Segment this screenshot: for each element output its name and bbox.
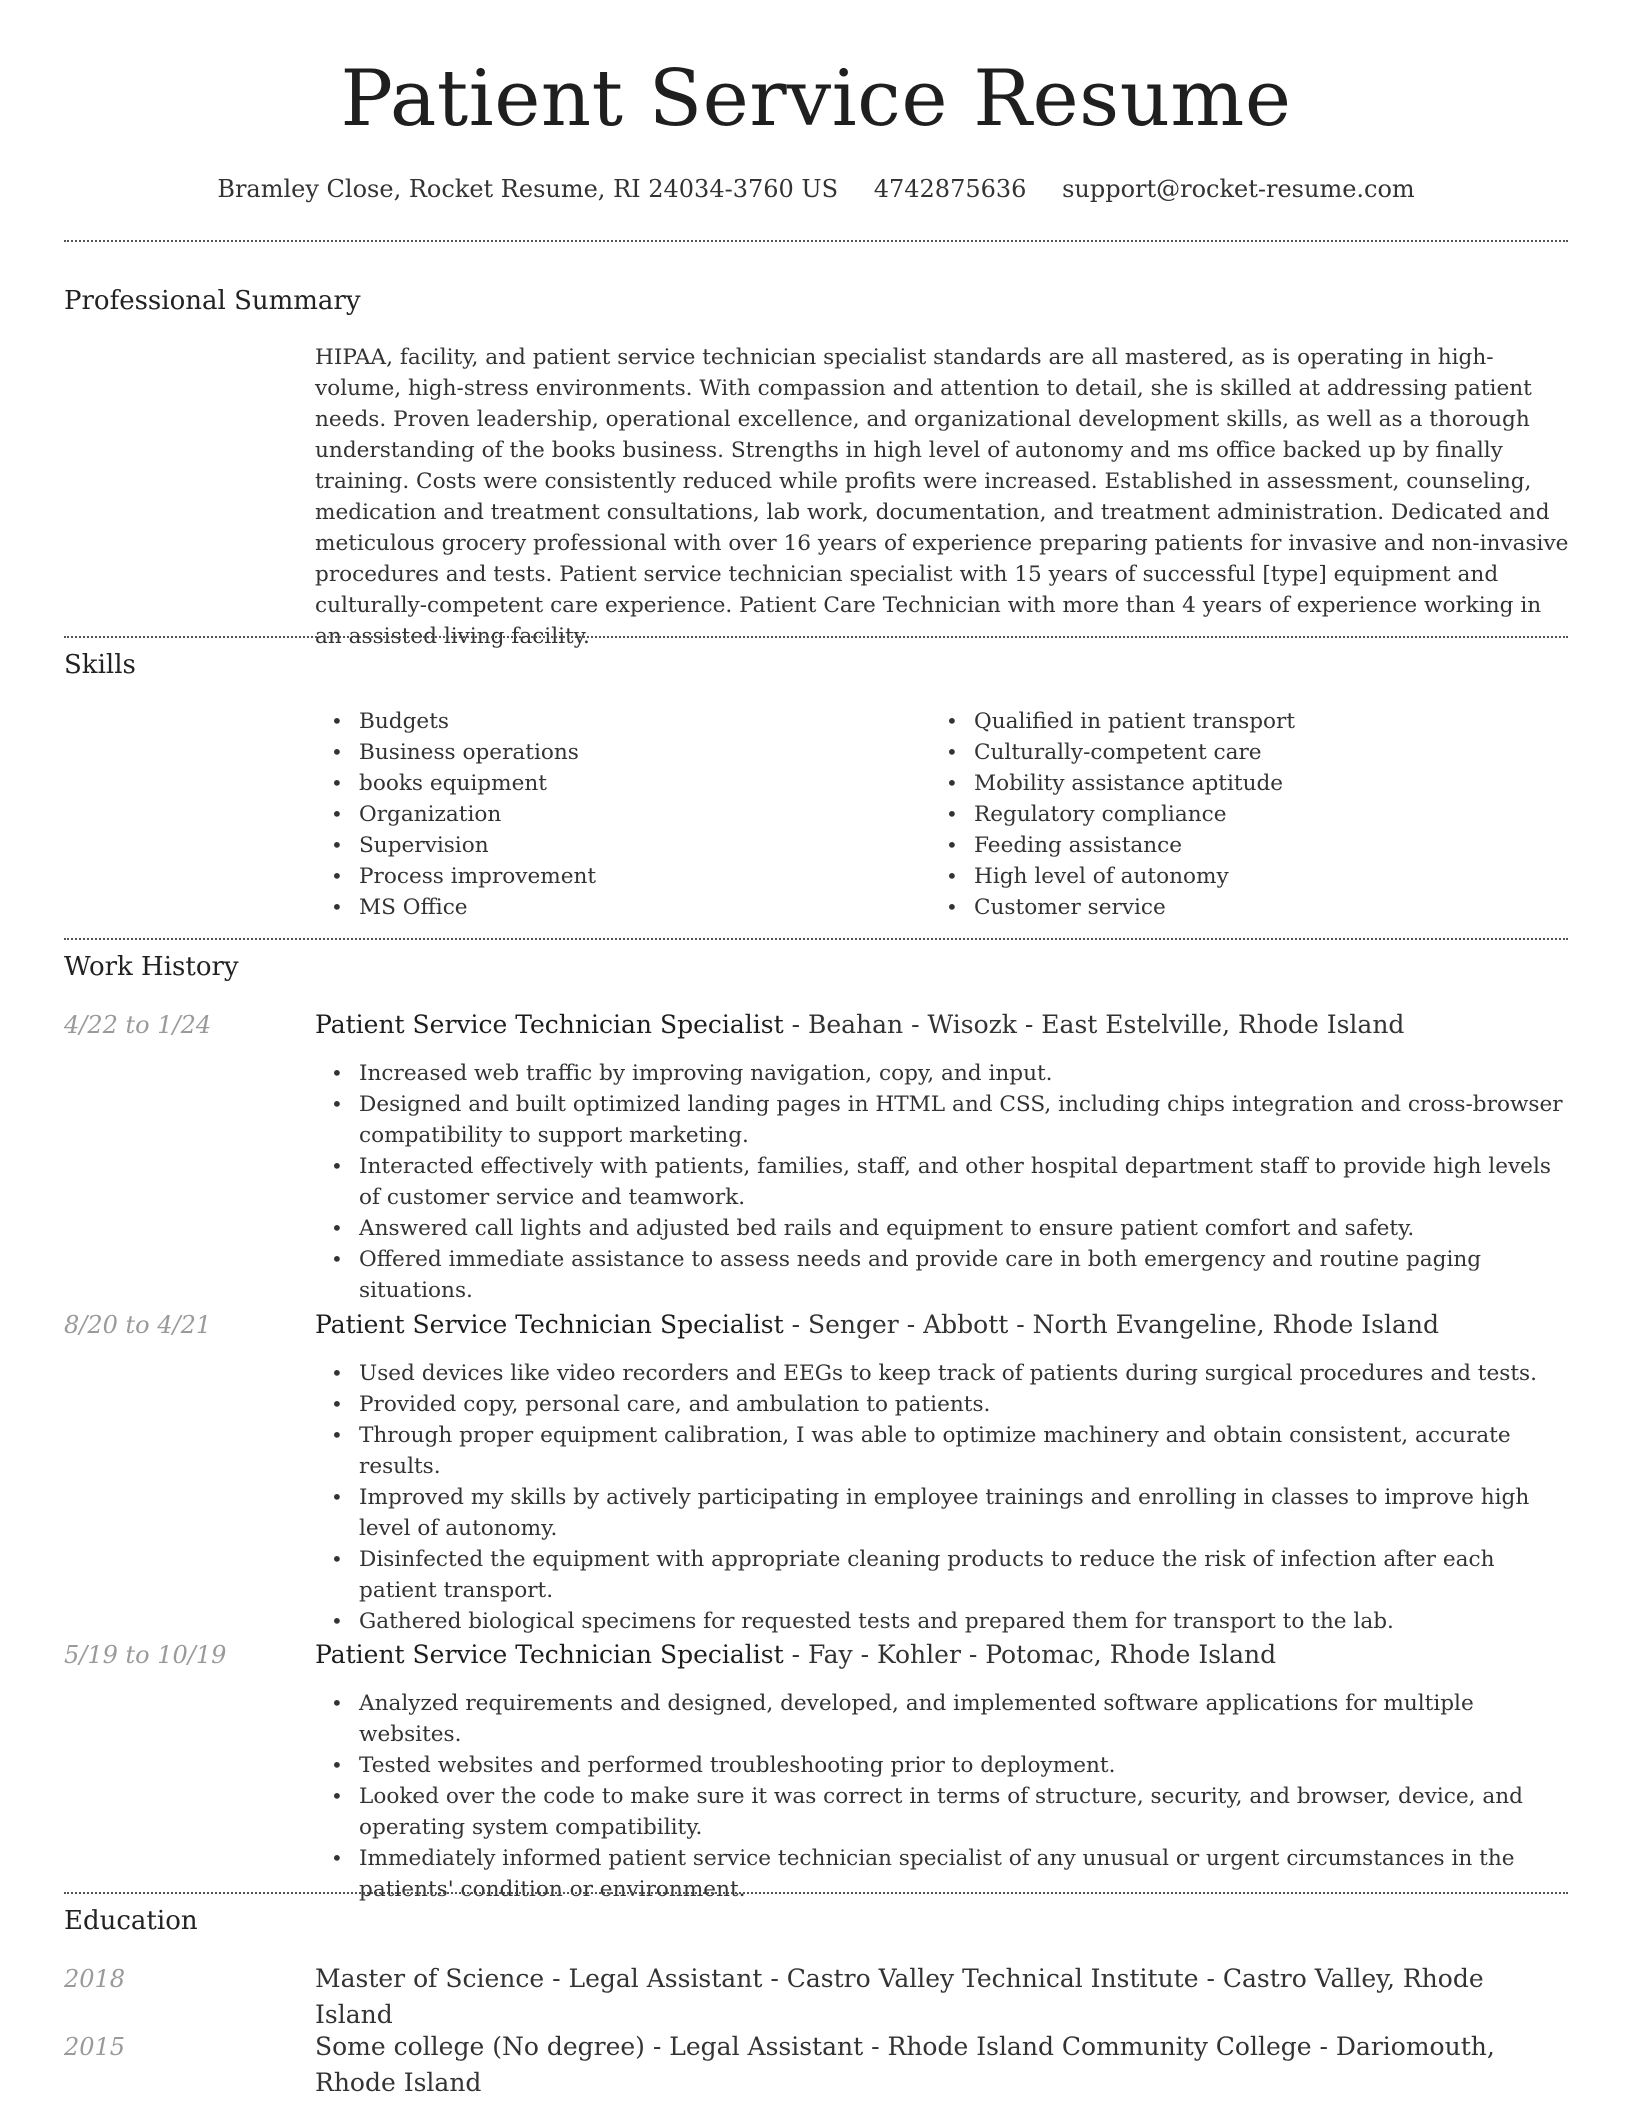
contact-address: Bramley Close, Rocket Resume, RI 24034-3760 US: [217, 175, 839, 203]
job-bullet: • Improved my skills by actively participating in employee trainings and enrolling in classes to improve high level of autonomy.: [315, 1482, 1569, 1544]
skill-item: • High level of autonomy: [930, 861, 1295, 892]
job-bullet: • Immediately informed patient service technician specialist of any unusual or urgent circumstances in the patients' condition or environment.: [315, 1843, 1569, 1905]
job-position: Patient Service Technician Specialist: [315, 1310, 784, 1339]
job-bullet: • Through proper equipment calibration, I was able to optimize machinery and obtain consistent, accurate results.: [315, 1420, 1569, 1482]
summary-heading: Professional Summary: [64, 286, 361, 316]
divider: [64, 240, 1568, 242]
job-position: Patient Service Technician Specialist: [315, 1010, 784, 1039]
job-bullet: • Looked over the code to make sure it was correct in terms of structure, security, and browser, device, and operating system compatibility.: [315, 1781, 1569, 1843]
job-bullets: [315, 1058, 1569, 1306]
job-bullet: • Increased web traffic by improving navigation, copy, and input.: [315, 1058, 1569, 1089]
skills-list-left: [315, 706, 596, 923]
skills-heading: Skills: [64, 650, 136, 680]
education-degree: Master of Science - Legal Assistant: [315, 1964, 763, 1993]
job-bullet: • Offered immediate assistance to assess needs and provide care in both emergency and routine paging situations.: [315, 1244, 1569, 1306]
divider: [64, 938, 1568, 940]
skill-item: • Mobility assistance aptitude: [930, 768, 1295, 799]
contact-email: support@rocket-resume.com: [1062, 175, 1415, 203]
education-entry: [315, 2029, 1569, 2101]
skill-item: • Process improvement: [315, 861, 596, 892]
job-bullet: • Analyzed requirements and designed, developed, and implemented software applications for multiple websites.: [315, 1688, 1569, 1750]
education-school: - Rhode Island Community College - Dariomouth, Rhode Island: [315, 2032, 1495, 2097]
job-position: Patient Service Technician Specialist: [315, 1640, 784, 1669]
divider: [64, 636, 1568, 638]
job-employer: - Senger - Abbott - North Evangeline, Rhode Island: [783, 1310, 1439, 1339]
education-school: - Castro Valley Technical Institute - Castro Valley, Rhode Island: [315, 1964, 1484, 2029]
divider: [64, 1892, 1568, 1894]
job-bullet: • Tested websites and performed troubleshooting prior to deployment.: [315, 1750, 1569, 1781]
education-degree: Some college (No degree) - Legal Assistant: [315, 2032, 864, 2061]
skill-item: • Business operations: [315, 737, 596, 768]
job-title: [315, 1008, 1404, 1042]
work-heading: Work History: [64, 952, 239, 982]
skill-item: • books equipment: [315, 768, 596, 799]
job-title: [315, 1638, 1276, 1672]
education-year: 2018: [64, 1965, 126, 1993]
job-bullet: • Designed and built optimized landing pages in HTML and CSS, including chips integration and cross-browser compatibility to support marketing.: [315, 1089, 1569, 1151]
skill-item: • Organization: [315, 799, 596, 830]
skill-item: • Feeding assistance: [930, 830, 1295, 861]
job-bullet: • Used devices like video recorders and EEGs to keep track of patients during surgical procedures and tests.: [315, 1358, 1569, 1389]
skill-item: • Supervision: [315, 830, 596, 861]
job-employer: - Beahan - Wisozk - East Estelville, Rhode Island: [783, 1010, 1405, 1039]
job-bullet: • Provided copy, personal care, and ambulation to patients.: [315, 1389, 1569, 1420]
contact-line: [0, 172, 1632, 206]
summary-text: HIPAA, facility, and patient service technician specialist standards are all mastered, as is operating in high-volume, high-stress environments. With compassion and attention to detail, she is skilled at addressing patient needs. Proven leadership, operational excellence, and organizational development skills, as well as a thorough understanding of the books business. Strengths in high level of autonomy and ms office backed up by finally training. Costs were consistently reduced while profits were increased. Established in assessment, counseling, medication and treatment consultations, lab work, documentation, and treatment administration. Dedicated and meticulous grocery professional with over 16 years of experience preparing patients for invasive and non-invasive procedures and tests. Patient service technician specialist with 15 years of successful [type] equipment and culturally-competent care experience. Patient Care Technician with more than 4 years of experience working in an assisted living facility.: [315, 345, 1569, 649]
skill-item: • Qualified in patient transport: [930, 706, 1295, 737]
education-year: 2015: [64, 2033, 126, 2061]
job-bullet: • Gathered biological specimens for requested tests and prepared them for transport to the lab.: [315, 1606, 1569, 1637]
job-title: [315, 1308, 1439, 1342]
job-bullet: • Answered call lights and adjusted bed rails and equipment to ensure patient comfort and safety.: [315, 1213, 1569, 1244]
contact-phone: 4742875636: [873, 175, 1027, 203]
skill-item: • Regulatory compliance: [930, 799, 1295, 830]
resume-title: Patient Service Resume: [340, 54, 1292, 144]
job-dates: 8/20 to 4/21: [64, 1311, 212, 1339]
job-employer: - Fay - Kohler - Potomac, Rhode Island: [783, 1640, 1277, 1669]
education-entry: [315, 1961, 1569, 2033]
job-bullet: • Disinfected the equipment with appropriate cleaning products to reduce the risk of infection after each patient transport.: [315, 1544, 1569, 1606]
job-bullets: [315, 1358, 1569, 1637]
skill-item: • Customer service: [930, 892, 1295, 923]
job-dates: 4/22 to 1/24: [64, 1011, 212, 1039]
job-bullets: [315, 1688, 1569, 1905]
skills-list-right: [930, 706, 1295, 923]
skill-item: • Budgets: [315, 706, 596, 737]
job-dates: 5/19 to 10/19: [64, 1641, 227, 1669]
skill-item: • MS Office: [315, 892, 596, 923]
skill-item: • Culturally-competent care: [930, 737, 1295, 768]
education-heading: Education: [64, 1906, 198, 1936]
job-bullet: • Interacted effectively with patients, families, staff, and other hospital department staff to provide high levels of customer service and teamwork.: [315, 1151, 1569, 1213]
